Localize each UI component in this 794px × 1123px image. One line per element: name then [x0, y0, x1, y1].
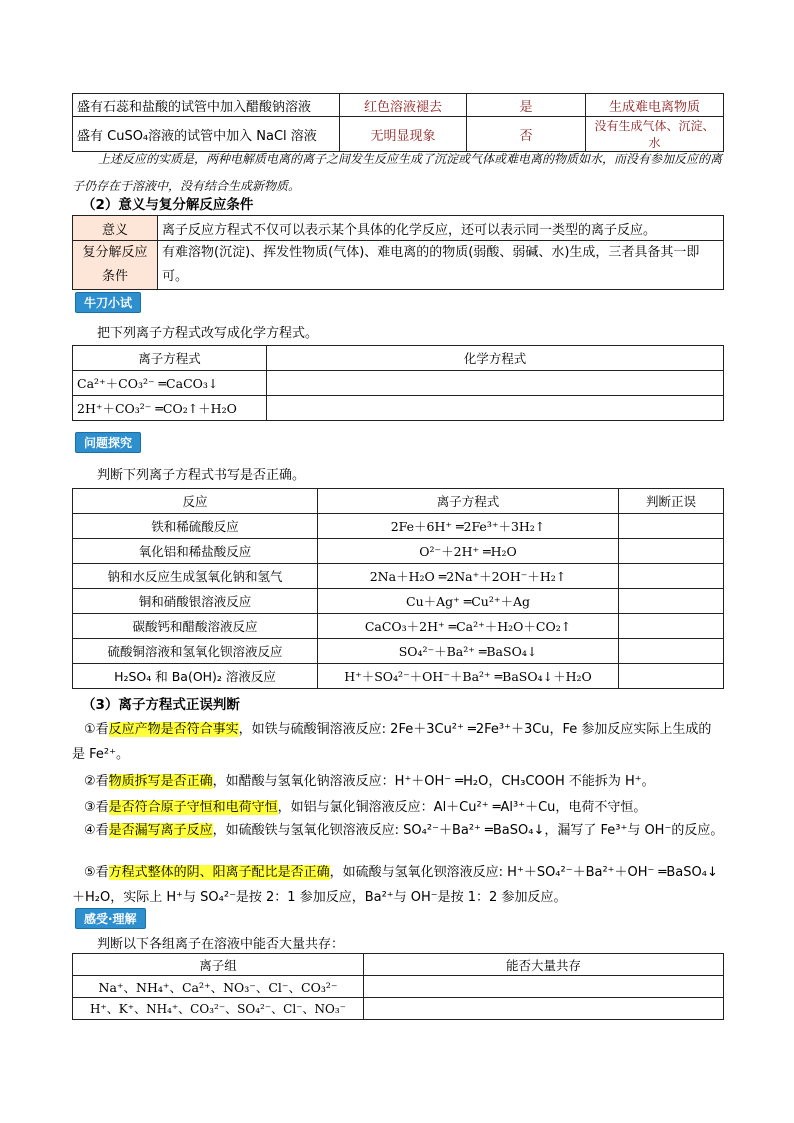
table-cell: 无明显现象 — [340, 117, 467, 152]
section2-heading: （2）意义与复分解反应条件 — [82, 197, 254, 213]
rule-prefix: ①看 — [84, 722, 109, 737]
reaction-cell: 碳酸钙和醋酸溶液反应 — [73, 614, 318, 639]
exercise1-table — [72, 345, 724, 421]
table-row — [73, 639, 724, 664]
table-row — [73, 94, 724, 117]
column-header: 判断正误 — [619, 489, 724, 514]
equation-cell: H⁺＋SO₄²⁻＋OH⁻＋Ba²⁺ ═BaSO₄↓＋H₂O — [318, 664, 619, 689]
equation-cell: 2Fe＋6H⁺ ═2Fe³⁺＋3H₂↑ — [318, 514, 619, 539]
judge-cell[interactable] — [619, 589, 724, 614]
answer-cell[interactable] — [267, 371, 724, 396]
rule-text: ，如硫酸与氢氧化钡溶液反应: H⁺＋SO₄²⁻＋Ba²⁺＋OH⁻ ═BaSO₄↓＋H₂O，实际上 H⁺与 SO₄²⁻是按 2：1 参加反应，Ba²⁺与 OH⁻是按 1：2 参加反应。 — [72, 865, 718, 905]
judge-cell[interactable] — [619, 514, 724, 539]
table-cell: 否 — [467, 117, 586, 152]
rule-prefix: ④看 — [84, 823, 109, 838]
rule-highlight: 反应产物是否符合事实 — [108, 722, 239, 737]
exercise1-prompt: 把下列离子方程式改写成化学方程式。 — [97, 326, 319, 341]
table-header — [73, 346, 724, 371]
equation-cell: Cu＋Ag⁺ ═Cu²⁺＋Ag — [318, 589, 619, 614]
badge-ganshou: 感受·理解 — [75, 908, 146, 929]
note-paragraph: 上述反应的实质是，两种电解质电离的离子之间发生反应生成了沉淀或气体或难电离的物质如水，而没有参加反应的离子仍存在于溶液中，没有结合生成新物质。 — [72, 152, 723, 193]
row-label: 意义 — [73, 216, 158, 241]
rule-4 — [72, 818, 724, 843]
rule-prefix: ⑤看 — [84, 865, 109, 880]
section3-heading: （3）离子方程式正误判断 — [82, 697, 240, 713]
ion-group: H⁺、K⁺、NH₄⁺、CO₃²⁻、SO₄²⁻、Cl⁻、NO₃⁻ — [73, 998, 364, 1020]
rule-prefix: ③看 — [84, 800, 109, 815]
rule-text: ，如硫酸铁与氢氧化钡溶液反应: SO₄²⁻＋Ba²⁺ ═BaSO₄↓，漏写了 Fe³⁺与 OH⁻的反应。 — [212, 823, 724, 838]
table-row — [73, 998, 724, 1020]
experiment-table — [72, 93, 724, 152]
row-label: 复分解反应条件 — [73, 241, 158, 290]
table-row — [73, 371, 724, 396]
answer-cell[interactable] — [267, 396, 724, 421]
table-row — [73, 539, 724, 564]
judge-cell[interactable] — [619, 564, 724, 589]
badge-niudao: 牛刀小试 — [75, 292, 141, 313]
table-cell: 盛有 CuSO₄溶液的试管中加入 NaCl 溶液 — [73, 117, 340, 152]
equation-cell: 2Na＋H₂O ═2Na⁺＋2OH⁻＋H₂↑ — [318, 564, 619, 589]
column-header: 离子方程式 — [73, 346, 267, 371]
rule-highlight: 物质拆写是否正确 — [108, 774, 213, 789]
row-text: 有难溶物(沉淀)、挥发性物质(气体)、难电离的的物质(弱酸、弱碱、水)生成，三者具备其一即可。 — [158, 241, 724, 290]
answer-cell[interactable] — [364, 998, 724, 1020]
judge-cell[interactable] — [619, 614, 724, 639]
reaction-cell: 氧化铝和稀盐酸反应 — [73, 539, 318, 564]
column-header: 离子组 — [73, 954, 364, 976]
judge-cell[interactable] — [619, 639, 724, 664]
answer-cell[interactable] — [364, 976, 724, 998]
exercise3-prompt: 判断以下各组离子在溶液中能否大量共存： — [97, 937, 345, 952]
reaction-cell: 铁和稀硫酸反应 — [73, 514, 318, 539]
rule-text: ，如醋酸与氢氧化钠溶液反应：H⁺＋OH⁻ ═H₂O，CH₃COOH 不能拆为 H⁺。 — [212, 774, 655, 789]
table-cell: 是 — [467, 94, 586, 117]
table-row — [73, 976, 724, 998]
rule-text: ，如铁与硫酸铜溶液反应: 2Fe＋3Cu²⁺ ═2Fe³⁺＋3Cu，Fe 参加反应实际上生成的是 Fe²⁺。 — [72, 722, 712, 762]
equation-cell: O²⁻＋2H⁺ ═H₂O — [318, 539, 619, 564]
table-cell: 生成难电离物质 — [586, 94, 724, 117]
column-header: 离子方程式 — [318, 489, 619, 514]
equation-cell: SO₄²⁻＋Ba²⁺ ═BaSO₄↓ — [318, 639, 619, 664]
rule-3 — [72, 795, 724, 820]
column-header: 反应 — [73, 489, 318, 514]
meaning-table — [72, 215, 724, 290]
reaction-cell: H₂SO₄ 和 Ba(OH)₂ 溶液反应 — [73, 664, 318, 689]
table-row — [73, 614, 724, 639]
rule-1 — [72, 717, 724, 767]
rule-5 — [72, 860, 724, 910]
exercise2-table — [72, 488, 724, 689]
table-header — [73, 489, 724, 514]
row-text: 离子反应方程式不仅可以表示某个具体的化学反应，还可以表示同一类型的离子反应。 — [158, 216, 724, 241]
ionic-equation: 2H⁺＋CO₃²⁻ ═CO₂↑＋H₂O — [73, 396, 267, 421]
badge-wenti: 问题探究 — [75, 432, 141, 453]
table-row — [73, 396, 724, 421]
ion-group: Na⁺、NH₄⁺、Ca²⁺、NO₃⁻、Cl⁻、CO₃²⁻ — [73, 976, 364, 998]
rule-highlight: 方程式整体的阴、阳离子配比是否正确 — [108, 865, 330, 880]
table-cell: 红色溶液褪去 — [340, 94, 467, 117]
reaction-cell: 铜和硝酸银溶液反应 — [73, 589, 318, 614]
rule-text: ，如铝与氯化铜溶液反应：Al＋Cu²⁺ ═Al³⁺＋Cu，电荷不守恒。 — [277, 800, 647, 815]
reaction-cell: 硫酸铜溶液和氢氧化钡溶液反应 — [73, 639, 318, 664]
column-header: 化学方程式 — [267, 346, 724, 371]
rule-2 — [72, 769, 724, 794]
rule-highlight: 是否漏写离子反应 — [108, 823, 213, 838]
table-row — [73, 241, 724, 290]
table-cell: 没有生成气体、沉淀、水 — [586, 117, 724, 152]
table-row — [73, 564, 724, 589]
ionic-equation: Ca²⁺＋CO₃²⁻ ═CaCO₃↓ — [73, 371, 267, 396]
table-row — [73, 216, 724, 241]
table-row — [73, 664, 724, 689]
rule-highlight: 是否符合原子守恒和电荷守恒 — [108, 800, 278, 815]
rule-prefix: ②看 — [84, 774, 109, 789]
exercise3-table — [72, 953, 724, 1020]
equation-cell: CaCO₃＋2H⁺ ═Ca²⁺＋H₂O＋CO₂↑ — [318, 614, 619, 639]
judge-cell[interactable] — [619, 664, 724, 689]
reaction-cell: 钠和水反应生成氢氧化钠和氢气 — [73, 564, 318, 589]
judge-cell[interactable] — [619, 539, 724, 564]
table-row — [73, 589, 724, 614]
column-header: 能否大量共存 — [364, 954, 724, 976]
exercise2-prompt: 判断下列离子方程式书写是否正确。 — [97, 468, 306, 483]
table-header — [73, 954, 724, 976]
table-cell: 盛有石蕊和盐酸的试管中加入醋酸钠溶液 — [73, 94, 340, 117]
table-row — [73, 514, 724, 539]
